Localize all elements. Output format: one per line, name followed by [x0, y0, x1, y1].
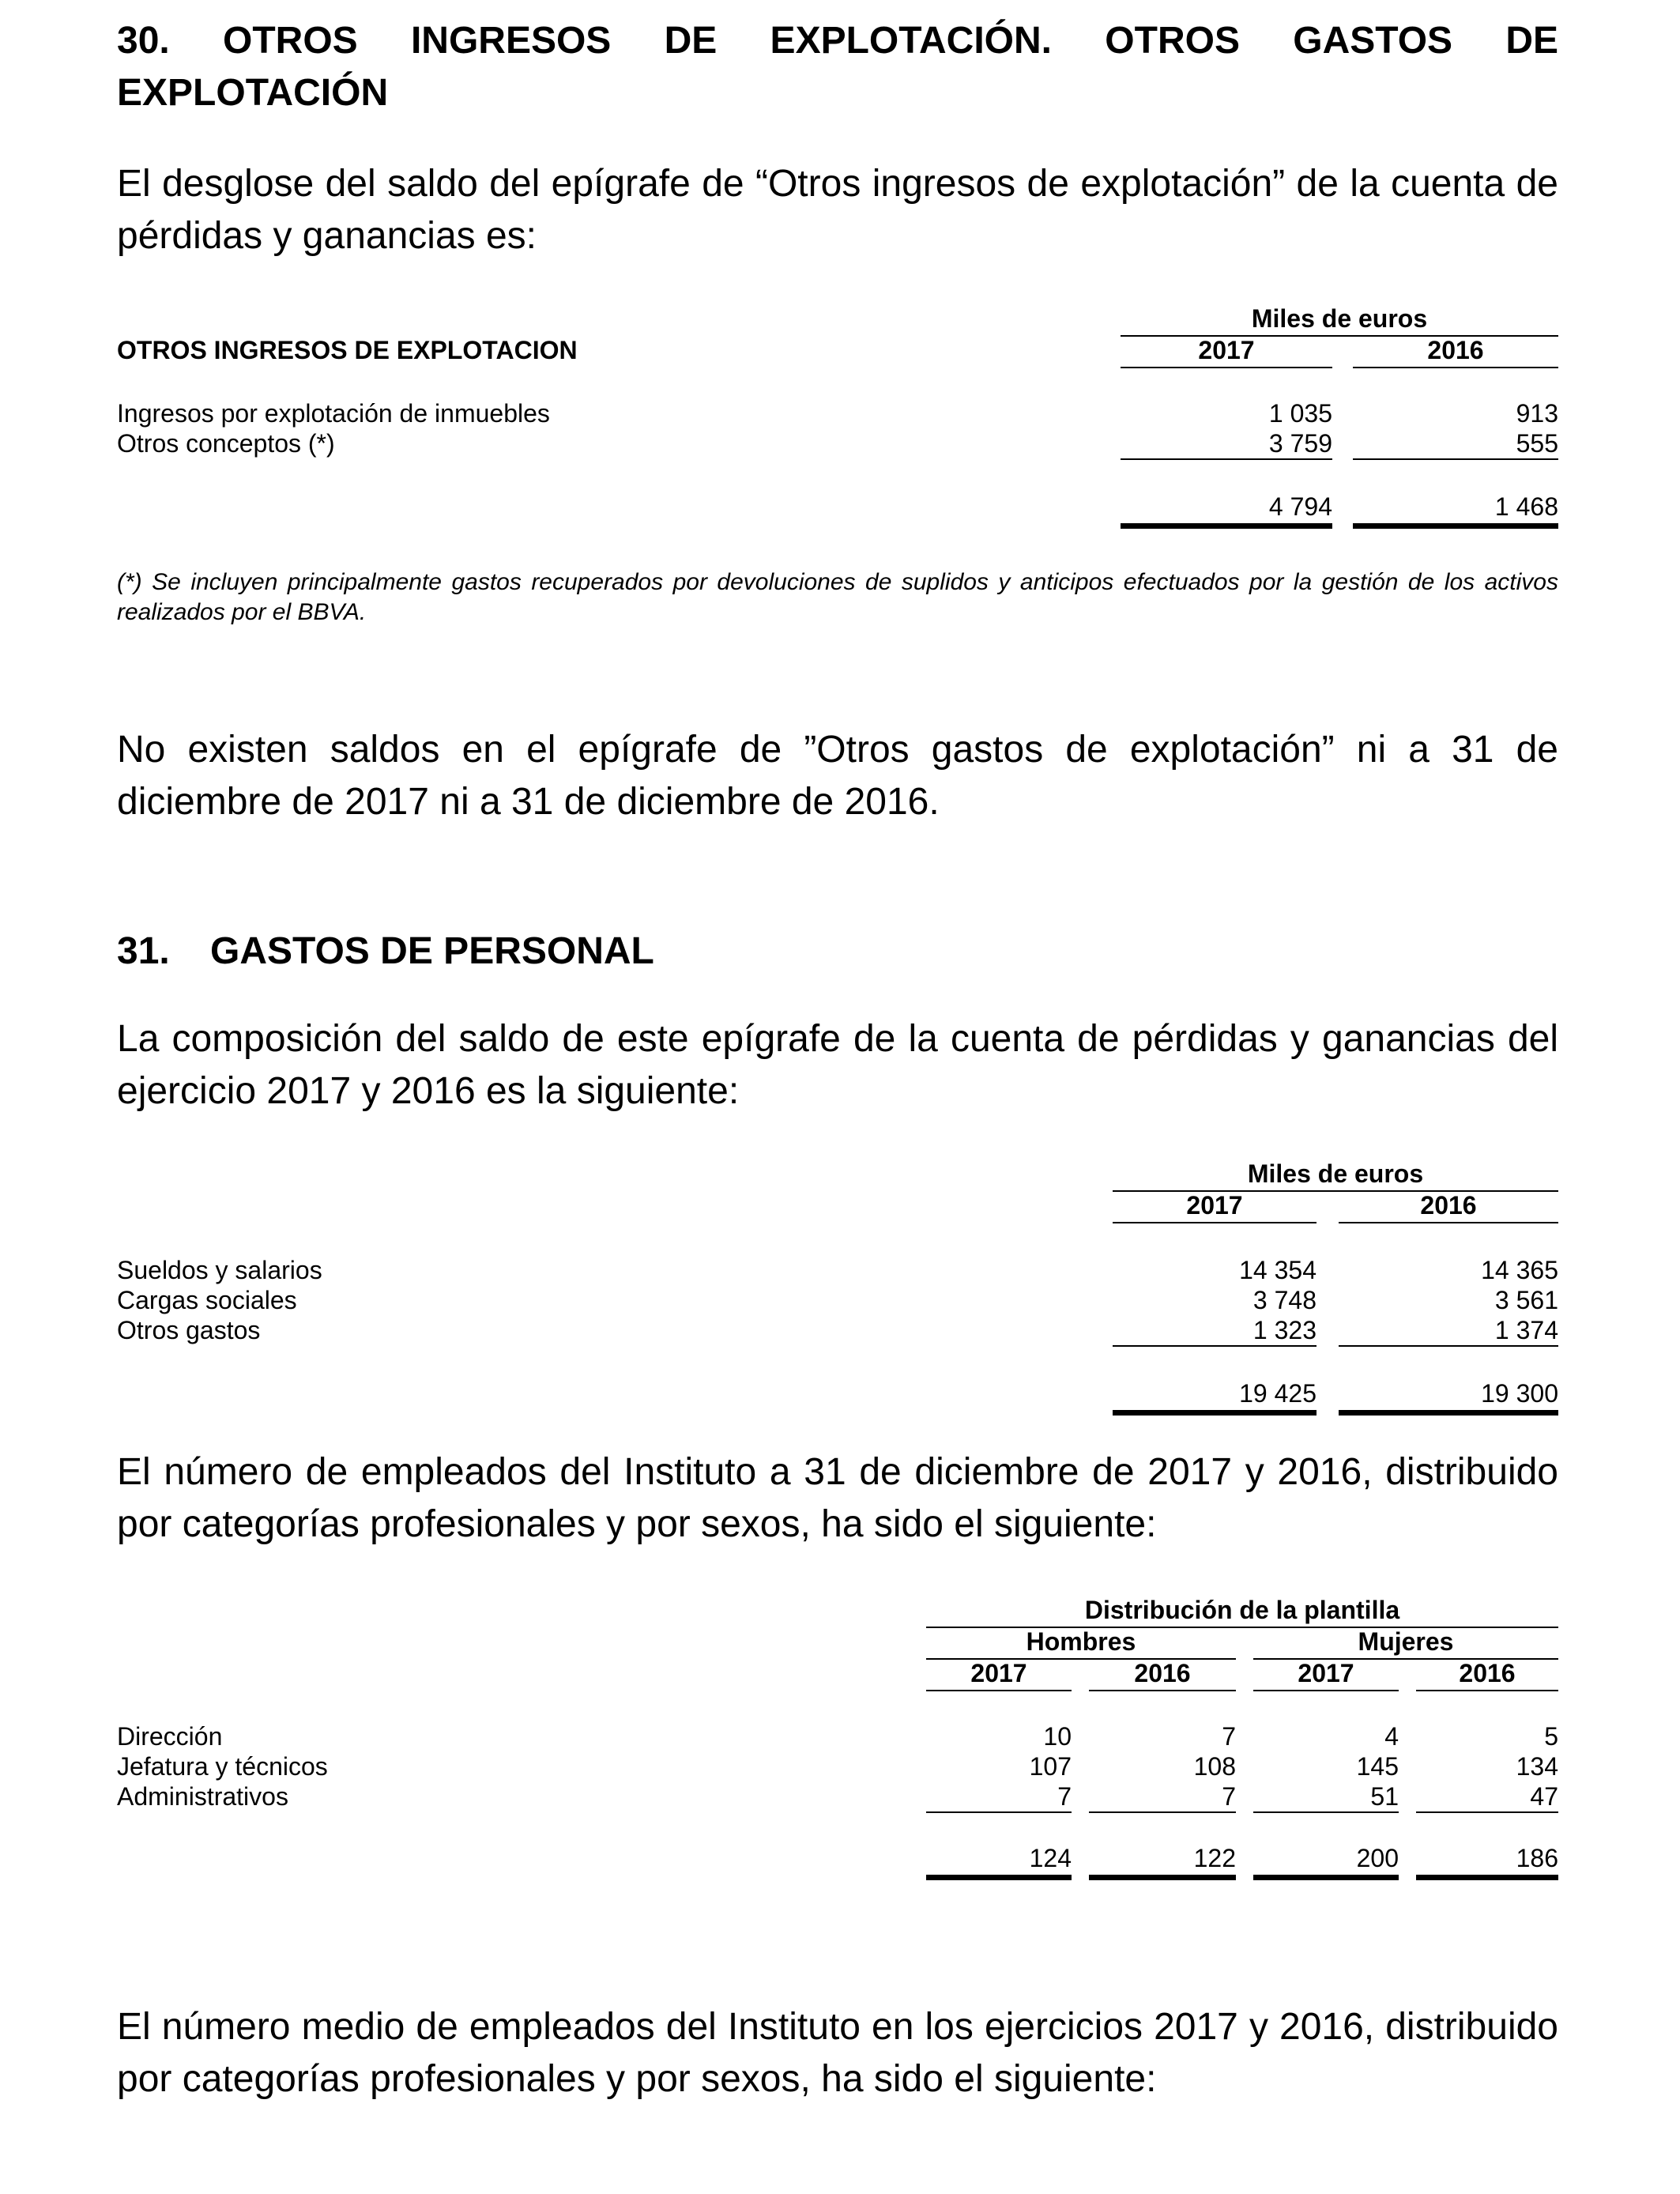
section-30-heading-line1: 30. OTROS INGRESOS DE EXPLOTACIÓN. OTROS GASTOS DE — [117, 20, 1558, 62]
average-employees-intro: El número medio de empleados del Instituto en los ejercicios 2017 y 2016, distribuido por categorías profesionales y por sexos, ha sido el siguiente: — [117, 2006, 1558, 2100]
table2-total-rule — [1113, 1410, 1317, 1416]
table3-cell: 51 — [1370, 1782, 1399, 1811]
table3-cell: 5 — [1544, 1722, 1558, 1751]
table1-row-label: Otros conceptos (*) — [117, 429, 335, 458]
table2-cell: 14 365 — [1481, 1256, 1558, 1284]
table1-footnote: (*) Se incluyen principalmente gastos recuperados por devoluciones de suplidos y anticipos efectuados por la gestión de los activos realizados por el BBVA. — [117, 569, 1558, 625]
table2-cell: 1 323 — [1252, 1316, 1317, 1344]
table2-cell: 1 374 — [1494, 1316, 1558, 1344]
table1-title: OTROS INGRESOS DE EXPLOTACION — [117, 336, 578, 364]
table3-cell: 7 — [1057, 1782, 1072, 1811]
no-balance-paragraph: No existen saldos en el epígrafe de ”Otros gastos de explotación” ni a 31 de diciembre de 2017 ni a 31 de diciembre de 2016. — [117, 729, 1558, 823]
table2-subtotal-rule — [1339, 1345, 1558, 1347]
table1-cell: 1 035 — [1268, 399, 1332, 428]
table3-total: 122 — [1193, 1844, 1236, 1872]
table3-total: 124 — [1029, 1844, 1072, 1872]
table3-col-rule — [1416, 1690, 1558, 1691]
table3-cell: 108 — [1193, 1752, 1236, 1781]
table3-total-rule — [1253, 1875, 1399, 1880]
table3-row-label: Administrativos — [117, 1782, 288, 1811]
table3-total: 186 — [1516, 1844, 1558, 1872]
table1-unit-header: Miles de euros — [1251, 304, 1428, 333]
table1-subtotal-rule — [1353, 458, 1558, 460]
table3-col-year: 2016 — [1134, 1659, 1191, 1687]
table2-row-label: Cargas sociales — [117, 1286, 297, 1314]
table2-total: 19 300 — [1481, 1379, 1558, 1408]
section-31-intro: La composición del saldo de este epígrafe de la cuenta de pérdidas y ganancias del ejercicio 2017 y 2016 es la siguiente: — [117, 1018, 1558, 1112]
table1-col-2017: 2017 — [1198, 336, 1255, 364]
table2-col-2017: 2017 — [1186, 1191, 1243, 1220]
table2-col-2016: 2016 — [1420, 1191, 1477, 1220]
table1-cell: 913 — [1516, 399, 1558, 428]
table2-total: 19 425 — [1239, 1379, 1317, 1408]
section-30-intro: El desglose del saldo del epígrafe de “Otros ingresos de explotación” de la cuenta de pérdidas y ganancias es: — [117, 163, 1558, 257]
table3-row-label: Jefatura y técnicos — [117, 1752, 328, 1781]
section-31-title: GASTOS DE PERSONAL — [210, 930, 654, 972]
table1-row-label: Ingresos por explotación de inmuebles — [117, 399, 550, 428]
section-31-number: 31. — [117, 930, 170, 972]
table3-header: Distribución de la plantilla — [1084, 1596, 1400, 1624]
table3-cell: 7 — [1222, 1722, 1236, 1751]
table3-total-rule — [1416, 1875, 1558, 1880]
table3-subtotal-rule — [1416, 1811, 1558, 1813]
table3-cell: 107 — [1029, 1752, 1072, 1781]
table1-total: 1 468 — [1494, 492, 1558, 521]
table1-col-rule — [1121, 367, 1332, 368]
table1-total-rule — [1353, 523, 1558, 529]
table3-col-rule — [1089, 1690, 1236, 1691]
table3-subtotal-rule — [1089, 1811, 1236, 1813]
table2-cell: 3 561 — [1494, 1286, 1558, 1314]
table1-cell: 555 — [1516, 429, 1558, 458]
table3-col-year: 2016 — [1459, 1659, 1516, 1687]
table2-cell: 3 748 — [1252, 1286, 1317, 1314]
table2-unit-header: Miles de euros — [1247, 1159, 1424, 1188]
table1-total: 4 794 — [1268, 492, 1332, 521]
table2-row-label: Sueldos y salarios — [117, 1256, 322, 1284]
table3-col-rule — [926, 1690, 1072, 1691]
table1-total-rule — [1121, 523, 1332, 529]
table3-total: 200 — [1356, 1844, 1399, 1872]
table2-col-rule — [1339, 1222, 1558, 1223]
table3-total-rule — [1089, 1875, 1236, 1880]
table3-subtotal-rule — [926, 1811, 1072, 1813]
table3-col-year: 2017 — [970, 1659, 1027, 1687]
employees-intro: El número de empleados del Instituto a 31 de diciembre de 2017 y 2016, distribuido por categorías profesionales y por sexos, ha sido el siguiente: — [117, 1451, 1558, 1545]
table3-subtotal-rule — [1253, 1811, 1399, 1813]
table3-cell: 134 — [1516, 1752, 1558, 1781]
table3-cell: 145 — [1356, 1752, 1399, 1781]
table2-subtotal-rule — [1113, 1345, 1317, 1347]
table3-col-year: 2017 — [1298, 1659, 1354, 1687]
table1-subtotal-rule — [1121, 458, 1332, 460]
table3-cell: 47 — [1530, 1782, 1558, 1811]
table2-cell: 14 354 — [1239, 1256, 1317, 1284]
table3-cell: 4 — [1384, 1722, 1399, 1751]
table3-cell: 10 — [1043, 1722, 1072, 1751]
table2-col-rule — [1113, 1222, 1317, 1223]
table3-group-men: Hombres — [1026, 1627, 1136, 1656]
table1-col-2016: 2016 — [1427, 336, 1484, 364]
table2-total-rule — [1339, 1410, 1558, 1416]
table3-group-women: Mujeres — [1358, 1627, 1454, 1656]
table1-col-rule — [1353, 367, 1558, 368]
section-30-heading-line2: EXPLOTACIÓN — [117, 72, 389, 114]
table1-cell: 3 759 — [1268, 429, 1332, 458]
table3-col-rule — [1253, 1690, 1399, 1691]
table2-row-label: Otros gastos — [117, 1316, 261, 1344]
table3-row-label: Dirección — [117, 1722, 223, 1751]
table3-cell: 7 — [1222, 1782, 1236, 1811]
table3-total-rule — [926, 1875, 1072, 1880]
